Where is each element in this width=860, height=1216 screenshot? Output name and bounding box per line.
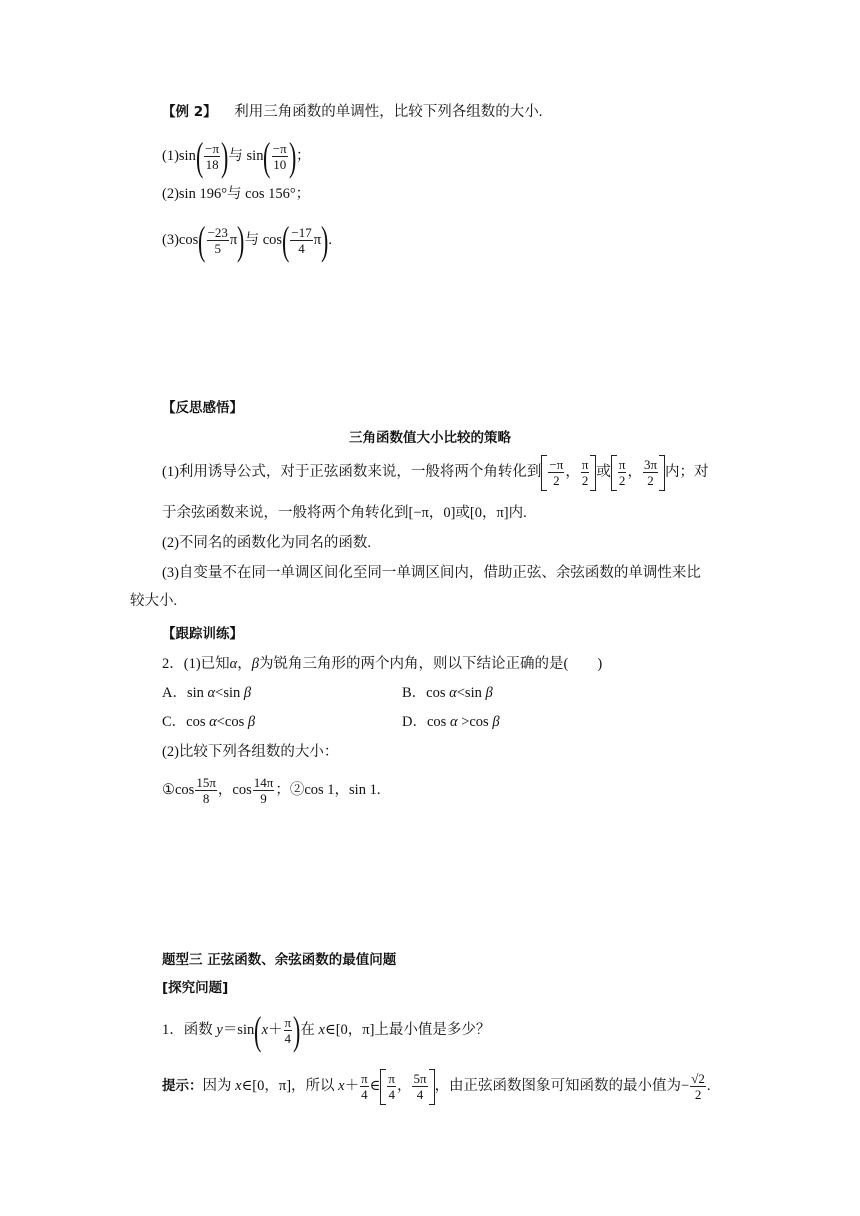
example-2-heading — [162, 102, 542, 122]
denominator: 4 — [298, 241, 305, 257]
question-2-2: (2)比较下列各组数的大小： — [162, 744, 339, 760]
left-paren: ( — [263, 133, 271, 179]
right-paren: ) — [293, 1007, 301, 1053]
variable: x — [261, 1022, 268, 1038]
plus-sign: ＋ — [268, 1022, 283, 1038]
fraction — [253, 775, 275, 806]
element-of: ∈ — [369, 1078, 381, 1094]
pi-symbol: π — [229, 232, 238, 248]
right-paren: ) — [288, 133, 297, 179]
comma: ， — [237, 656, 252, 672]
fraction — [581, 457, 590, 488]
explore-question-1 — [162, 1007, 491, 1053]
item3-middle: 与 cos — [244, 232, 283, 248]
option-text: C．cos — [162, 714, 210, 730]
strategy-point-1 — [162, 452, 709, 492]
variable: α — [449, 685, 457, 701]
fraction — [272, 141, 288, 172]
question-2-1 — [162, 654, 602, 674]
item3-prefix: (3)cos — [162, 232, 199, 248]
question-number: 1．函数 — [162, 1022, 217, 1038]
fraction — [643, 457, 658, 488]
strategy-point-2: (2)不同名的函数化为同名的函数. — [162, 535, 372, 551]
left-paren: ( — [195, 133, 204, 179]
fraction — [204, 141, 220, 172]
denominator: 4 — [388, 1087, 395, 1103]
denominator: 2 — [618, 473, 626, 489]
right-paren: ) — [237, 217, 245, 263]
question-number: 2．(1)已知 — [162, 656, 230, 672]
right-paren: ) — [221, 133, 229, 179]
example-item-2: (2)sin 196°与 cos 156°； — [162, 186, 311, 202]
range-text: ∈[0，π]上最小值是多少？ — [324, 1022, 491, 1038]
explore-label: [探究问题] — [162, 980, 229, 996]
denominator: 8 — [202, 791, 210, 807]
strategy-point-3-cont: 较大小. — [130, 593, 178, 609]
variable: β — [492, 714, 500, 730]
fraction — [290, 225, 312, 256]
denominator: 10 — [273, 157, 287, 173]
hint-text: ∈[0，π]，所以 — [241, 1078, 339, 1094]
denominator: 5 — [214, 241, 221, 257]
numerator: √2 — [691, 1071, 705, 1087]
or-word: 或 — [596, 464, 611, 480]
question-2-2-items — [162, 770, 380, 810]
item1-prefix: (1)sin — [162, 148, 196, 164]
numerator: −π — [205, 141, 220, 157]
alpha-symbol: α — [229, 656, 238, 672]
hint-text: 因为 — [202, 1078, 236, 1094]
numerator: π — [361, 1071, 368, 1087]
denominator: 4 — [284, 1031, 292, 1047]
denominator: 2 — [694, 1087, 702, 1103]
fraction — [195, 775, 217, 806]
item1-end: ； — [296, 148, 311, 164]
left-paren: ( — [282, 217, 290, 263]
variable: α — [207, 685, 216, 701]
numerator: −23 — [207, 225, 228, 241]
numerator: π — [388, 1071, 395, 1087]
numerator: −π — [549, 457, 564, 473]
option-c[interactable] — [162, 712, 255, 732]
numerator: π — [618, 457, 626, 473]
fraction — [360, 1071, 369, 1102]
follow-up-label: 【跟踪训练】 — [162, 626, 243, 642]
left-bracket — [541, 455, 547, 491]
numerator: π — [581, 457, 589, 473]
fraction — [387, 1071, 396, 1102]
item-middle: ，cos — [217, 782, 252, 798]
strategy-point-3: (3)自变量不在同一单调区间化至同一单调区间内，借助正弦、余弦函数的单调性来比 — [162, 565, 701, 581]
fraction — [618, 457, 627, 488]
denominator: 4 — [361, 1087, 368, 1103]
numerator: π — [284, 1015, 292, 1031]
denominator: 2 — [647, 473, 654, 489]
variable: x — [318, 1022, 325, 1038]
variable: β — [243, 685, 252, 701]
variable: x — [338, 1078, 345, 1094]
denominator: 18 — [205, 157, 219, 173]
fraction — [207, 225, 229, 256]
variable: y — [216, 1022, 223, 1038]
option-text: D．cos — [402, 714, 450, 730]
reflection-label: 【反思感悟】 — [162, 400, 243, 416]
right-paren: ) — [321, 217, 329, 263]
item-prefix: ①cos — [162, 782, 195, 798]
option-text: A．sin — [162, 685, 208, 701]
variable: α — [209, 714, 217, 730]
left-paren: ( — [254, 1007, 262, 1053]
left-bracket — [380, 1069, 386, 1105]
denominator: 4 — [416, 1087, 424, 1103]
option-text: >cos — [457, 714, 493, 730]
in-text: 在 — [300, 1022, 319, 1038]
numerator: 14π — [253, 775, 274, 791]
fraction — [412, 1071, 427, 1102]
question-text: 为锐角三角形的两个内角，则以下结论正确的是( ) — [259, 656, 603, 672]
type-3-heading: 题型三 正弦函数、余弦函数的最值问题 — [162, 952, 397, 968]
fraction — [284, 1015, 293, 1046]
item1-middle: 与 sin — [228, 148, 264, 164]
denominator: 9 — [260, 791, 267, 807]
left-bracket — [611, 455, 617, 491]
left-paren: ( — [198, 217, 206, 263]
example-item-3 — [162, 217, 332, 263]
hint-end: . — [706, 1078, 711, 1094]
item-end: ；②cos 1，sin 1. — [275, 782, 381, 798]
denominator: 2 — [581, 473, 589, 489]
separator: ， — [396, 1078, 412, 1094]
option-b[interactable] — [402, 683, 493, 703]
point1-text: (1)利用诱导公式，对于正弦函数来说，一般将两个角转化到 — [162, 464, 542, 480]
plus-sign: ＋ — [344, 1078, 360, 1094]
option-d[interactable] — [402, 712, 500, 732]
separator: ， — [565, 464, 580, 480]
strategy-title: 三角函数值大小比较的策略 — [349, 430, 511, 446]
numerator: −π — [272, 141, 287, 157]
strategy-point-1-cont: 于余弦函数来说，一般将两个角转化到[−π，0]或[0，π]内. — [162, 505, 527, 521]
option-text: <sin — [456, 685, 486, 701]
hint-text: ，由正弦函数图象可知函数的最小值为− — [434, 1078, 690, 1094]
point1-tail: 内；对 — [665, 464, 709, 480]
item3-end: . — [328, 232, 332, 248]
option-a[interactable] — [162, 683, 251, 703]
separator: ， — [627, 464, 642, 480]
variable: β — [485, 685, 493, 701]
numerator: −17 — [291, 225, 312, 241]
pi-symbol: π — [313, 232, 322, 248]
numerator: 15π — [196, 775, 216, 791]
equals-sin: ＝sin — [222, 1022, 255, 1038]
numerator: 5π — [413, 1071, 427, 1087]
example-prompt: 利用三角函数的单调性，比较下列各组数的大小. — [234, 104, 543, 120]
hint — [162, 1066, 711, 1106]
variable: α — [449, 714, 458, 730]
fraction — [548, 457, 564, 488]
option-text: <cos — [216, 714, 248, 730]
example-item-1 — [162, 133, 311, 179]
option-text: B．cos — [402, 685, 450, 701]
numerator: 3π — [643, 457, 658, 473]
fraction — [690, 1071, 706, 1102]
variable: x — [235, 1078, 242, 1094]
variable: β — [247, 714, 256, 730]
example-label: 【例 2】 — [162, 104, 217, 120]
hint-label: 提示： — [162, 1078, 203, 1094]
denominator: 2 — [553, 473, 560, 489]
beta-symbol: β — [251, 656, 260, 672]
option-text: <sin — [215, 685, 244, 701]
